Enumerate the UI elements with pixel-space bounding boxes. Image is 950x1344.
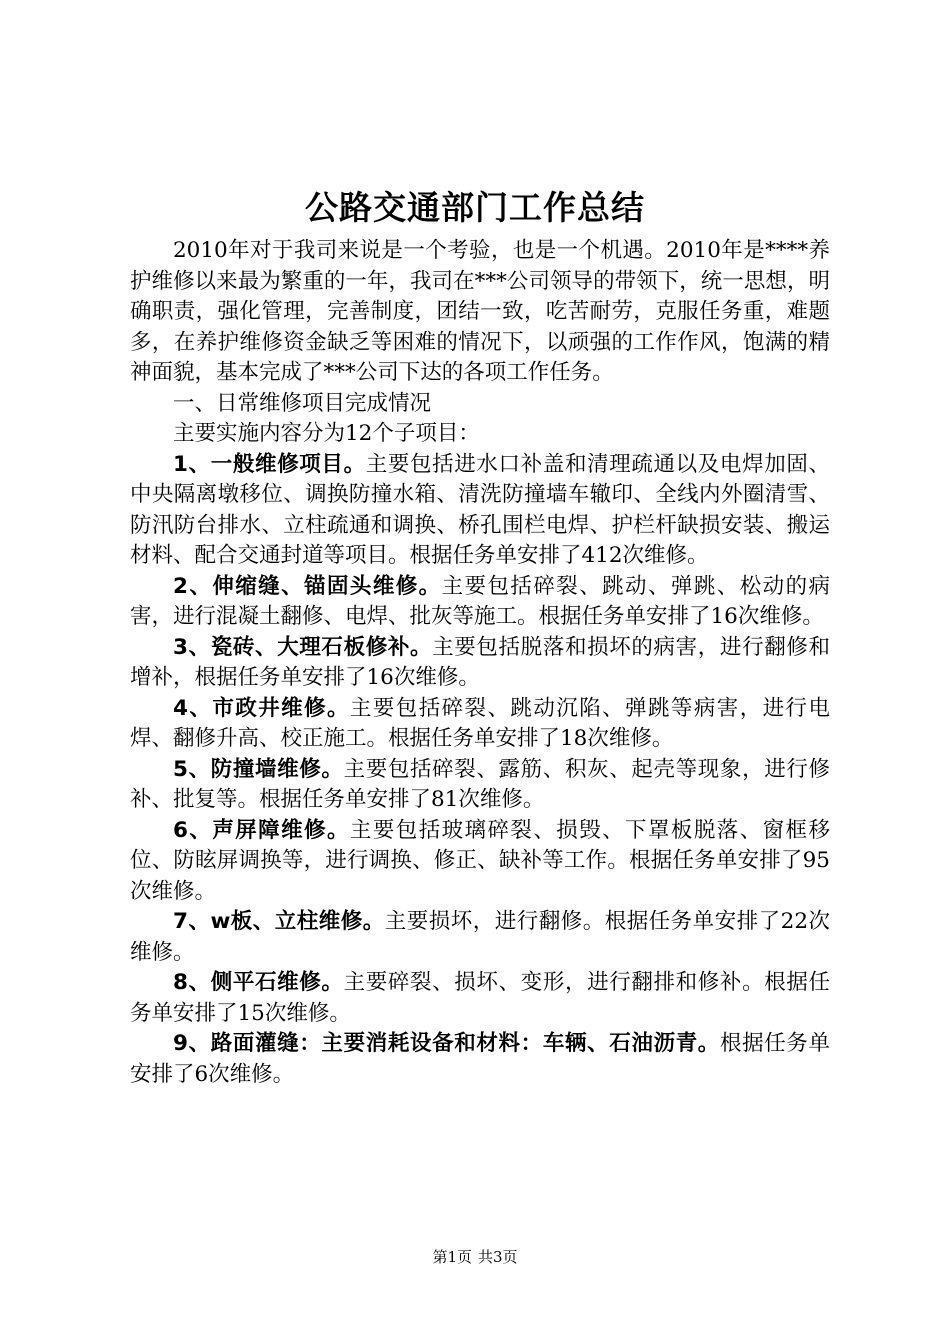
item-title: 3、瓷砖、大理石板修补。	[173, 634, 433, 660]
item-title: 7、w板、立柱维修。	[173, 909, 385, 934]
item-paragraph	[130, 816, 830, 908]
section-heading: 一、日常维修项目完成情况	[173, 390, 432, 416]
item-paragraph	[130, 1029, 830, 1090]
item-paragraph	[130, 968, 830, 1029]
item-text: 主要碎裂、损坏、变形，进行翻排和修补。根据任务单安排了15次维修。	[130, 970, 830, 1026]
page-footer	[0, 1247, 950, 1267]
item-title: 2、伸缩缝、锚固头维修。	[173, 573, 442, 599]
item-title: 8、侧平石维修。	[173, 970, 344, 995]
item-title: 6、声屏障维修。	[173, 817, 350, 843]
item-text: 根据任务单安排了6次维修。	[130, 1031, 830, 1087]
document-body	[130, 236, 830, 1090]
item-title: 9、路面灌缝：主要消耗设备和材料：车辆、石油沥青。	[173, 1031, 720, 1056]
item-text: 主要包括玻璃碎裂、损毁、下罩板脱落、窗框移位、防眩屏调换等，进行调换、修正、缺补等工作。根据任务单安排了95次维修。	[130, 817, 830, 904]
item-text: 主要损坏，进行翻修。根据任务单安排了22次维修。	[130, 909, 830, 965]
document-title: 公路交通部门工作总结	[305, 188, 645, 227]
item-paragraph	[130, 694, 830, 755]
section-lead: 主要实施内容分为12个子项目：	[173, 421, 480, 446]
item-paragraph	[130, 633, 830, 694]
item-title: 4、市政井维修。	[173, 695, 350, 721]
item-title: 5、防撞墙维修。	[173, 756, 344, 782]
item-paragraph	[130, 755, 830, 816]
item-text: 主要包括碎裂、跳动、弹跳、松动的病害，进行混凝土翻修、电焊、批灰等施工。根据任务单安排了16次维修。	[130, 573, 830, 629]
item-text: 主要包括进水口补盖和清理疏通以及电焊加固、中央隔离墩移位、调换防撞水箱、清洗防撞墙车辙印、全线内外圈清雪、防汛防台排水、立柱疏通和调换、桥孔围栏电焊、护栏杆缺损安装、搬运材料、配合交通封道等项目。根据任务单安排了412次维修。	[130, 451, 830, 568]
item-text: 主要包括碎裂、跳动沉陷、弹跳等病害，进行电焊、翻修升高、校正施工。根据任务单安排了18次维修。	[130, 695, 830, 751]
item-title: 1、一般维修项目。	[173, 451, 366, 477]
page-total: 共3页	[478, 1248, 518, 1266]
item-paragraph	[130, 907, 830, 968]
item-paragraph	[130, 450, 830, 572]
item-text: 主要包括碎裂、露筋、积灰、起壳等现象，进行修补、批复等。根据任务单安排了81次维修。	[130, 756, 830, 812]
item-text: 主要包括脱落和损坏的病害，进行翻修和增补，根据任务单安排了16次维修。	[130, 634, 830, 690]
page-number: 第1页	[432, 1248, 472, 1266]
item-paragraph	[130, 572, 830, 633]
intro-paragraph: 2010年对于我司来说是一个考验，也是一个机遇。2010年是****养护维修以来最为繁重的一年，我司在***公司领导的带领下，统一思想，明确职责，强化管理，完善制度，团结一致，吃苦耐劳，克服任务重，难题多，在养护维修资金缺乏等困难的情况下，以顽强的工作作风，饱满的精神面貌，基本完成了***公司下达的各项工作任务。	[130, 238, 830, 385]
